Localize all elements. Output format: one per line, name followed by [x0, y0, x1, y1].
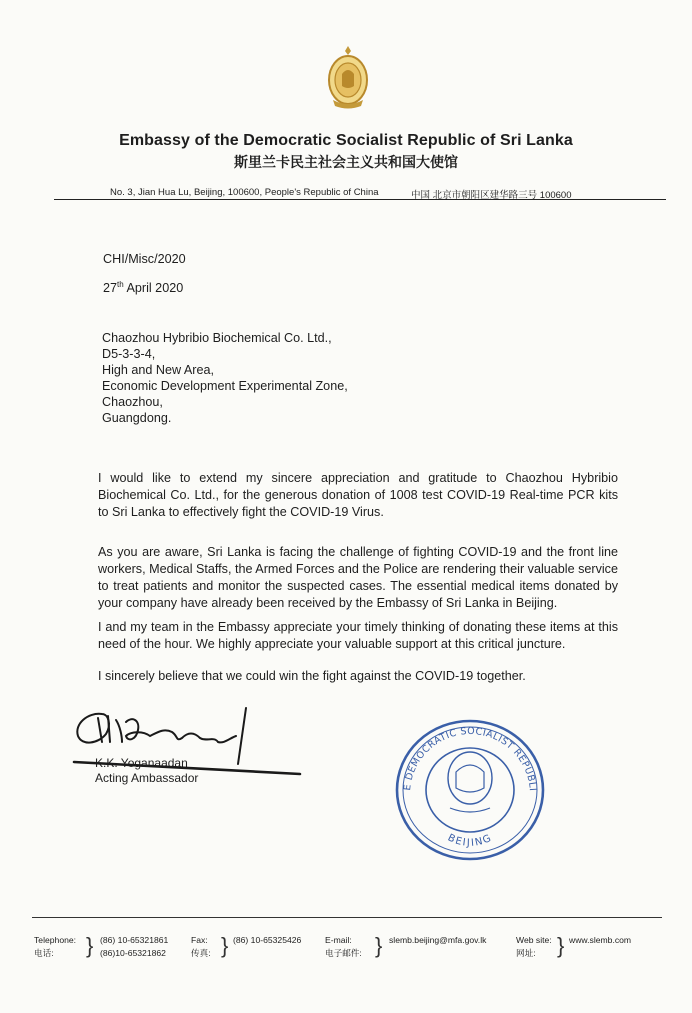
fax-label: Fax:	[191, 935, 208, 945]
recipient-address	[102, 330, 348, 426]
paragraph-closing: I sincerely believe that we could win the fight against the COVID-19 together.	[98, 669, 526, 683]
header-divider	[54, 199, 666, 200]
date-suffix: th	[117, 279, 124, 289]
footer-divider	[32, 917, 662, 918]
telephone-label-block	[34, 934, 76, 960]
telephone-label: Telephone:	[34, 935, 77, 945]
fax-label-block	[191, 934, 211, 960]
recipient-line: Chaozhou,	[102, 395, 163, 409]
telephone-numbers	[100, 934, 168, 960]
national-emblem	[327, 44, 369, 112]
date-month-year: April 2020	[123, 281, 184, 295]
embassy-address-chinese: 中国 北京市朝阳区建华路三号 100600	[411, 190, 572, 201]
date-day: 27	[103, 281, 118, 295]
reference-number: CHI/Misc/2020	[103, 252, 186, 266]
paragraph-appreciation: I would like to extend my sincere appreciation and gratitude to Chaozhou Hybribio Biochemical Co. Ltd., for the generous donation of 1008 test COVID-19 Real-time PCR kits to Sri Lanka to effectively fight the COVID-19 Virus.	[98, 471, 618, 519]
embassy-title: Embassy of the Democratic Socialist Republic of Sri Lanka	[119, 132, 573, 149]
telephone-label-cn: 电话:	[34, 948, 54, 958]
svg-text:BEIJING	[446, 832, 494, 848]
paragraph-team: I and my team in the Embassy appreciate your timely thinking of donating these items at this need of the hour. We highly appreciate your valuable support at this critical juncture.	[98, 620, 618, 651]
brace-icon: }	[221, 933, 229, 958]
email-address[interactable]: slemb.beijing@mfa.gov.lk	[389, 935, 487, 945]
brace-icon: }	[375, 933, 383, 958]
letter-date	[103, 280, 183, 297]
signer-block	[95, 756, 198, 786]
brace-icon: }	[86, 933, 94, 958]
embassy-seal-stamp	[394, 718, 546, 862]
embassy-title-chinese: 斯里兰卡民主社会主义共和国大使馆	[234, 154, 458, 170]
seal-top-text: E DEMOCRATIC SOCIALIST REPUBLI	[402, 725, 538, 792]
fax-label-cn: 传真:	[191, 948, 211, 958]
recipient-line: Chaozhou Hybribio Biochemical Co. Ltd.,	[102, 331, 332, 345]
embassy-address: No. 3, Jian Hua Lu, Beijing, 100600, People's Republic of China	[110, 187, 379, 198]
seal-bottom-text: BEIJING	[445, 832, 495, 849]
svg-text:EMBASSY OF THE DEMOCRATIC SOCI	[394, 718, 538, 792]
brace-icon: }	[557, 933, 565, 958]
website-label: Web site:	[516, 935, 552, 945]
email-label-block	[325, 934, 362, 960]
telephone-number: (86)10-65321862	[100, 948, 166, 958]
website-label-block	[516, 934, 552, 960]
paragraph-context: As you are aware, Sri Lanka is facing the challenge of fighting COVID-19 and the front line workers, Medical Staffs, the Armed Forces and the Police are rendering their valuable service to treat patients and monitor the suspected cases. The essential medical items donated by your company have already been received by the Embassy of Sri Lanka in Beijing.	[98, 545, 618, 610]
email-label: E-mail:	[325, 935, 352, 945]
recipient-line: Guangdong.	[102, 411, 172, 425]
recipient-line: D5-3-3-4,	[102, 347, 156, 361]
website-url[interactable]: www.slemb.com	[569, 935, 632, 945]
website-label-cn: 网址:	[516, 948, 536, 958]
recipient-line: Economic Development Experimental Zone,	[102, 379, 348, 393]
email-label-cn: 电子邮件:	[325, 948, 362, 958]
recipient-line: High and New Area,	[102, 363, 215, 377]
fax-number: (86) 10-65325426	[233, 935, 302, 945]
telephone-number: (86) 10-65321861	[100, 935, 169, 945]
signer-title: Acting Ambassador	[95, 771, 199, 785]
signer-name: K.K. Yoganaadan	[95, 756, 188, 770]
